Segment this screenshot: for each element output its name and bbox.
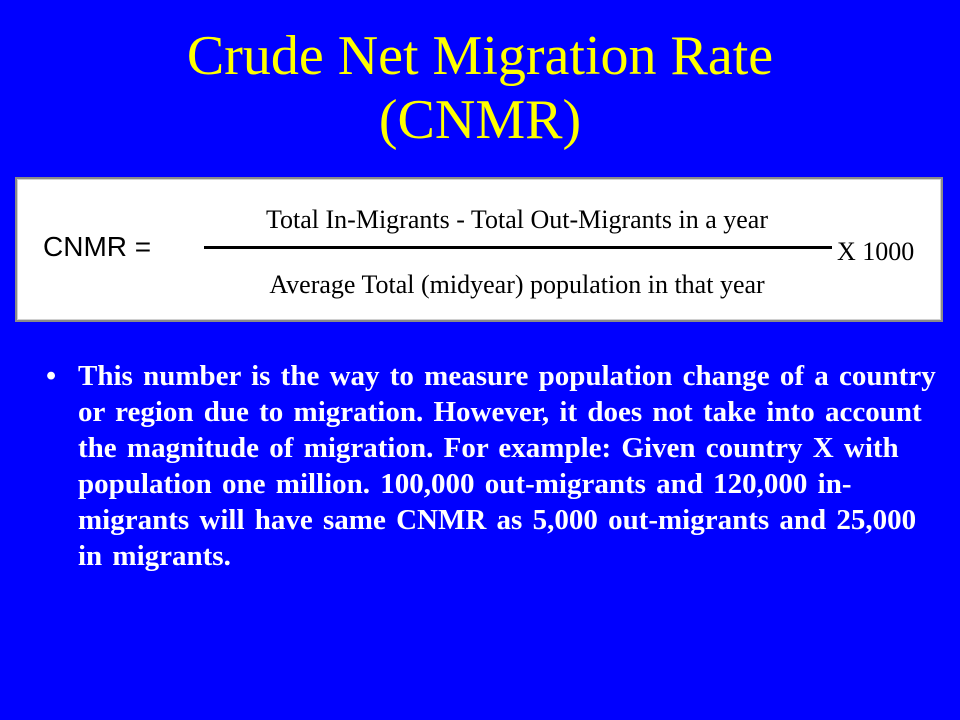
slide-title-line1: Crude Net Migration Rate (186, 25, 774, 87)
slide-title (0, 24, 960, 152)
formula-lhs: CNMR = (43, 231, 152, 262)
bullet-item (46, 358, 936, 574)
bullet-list (46, 358, 936, 574)
fraction-bar (204, 246, 832, 249)
bullet-text: This number is the way to measure population change of a country or region due to migration. However, it does not take into account the magnitude of migration. For example: Given country X with population one million. 100,000 out-migrants and 120,000 in-migrants will have same CNMR as 5,000 out-migrants and 25,000 in migrants. (78, 360, 936, 572)
formula-multiplier: X 1000 (837, 237, 915, 266)
formula-box (15, 177, 943, 322)
formula-denominator: Average Total (midyear) population in that year (269, 270, 765, 299)
slide-title-line2: (CNMR) (378, 89, 582, 151)
formula-numerator: Total In-Migrants - Total Out-Migrants in a year (265, 205, 769, 234)
bullet-marker: • (46, 360, 57, 392)
